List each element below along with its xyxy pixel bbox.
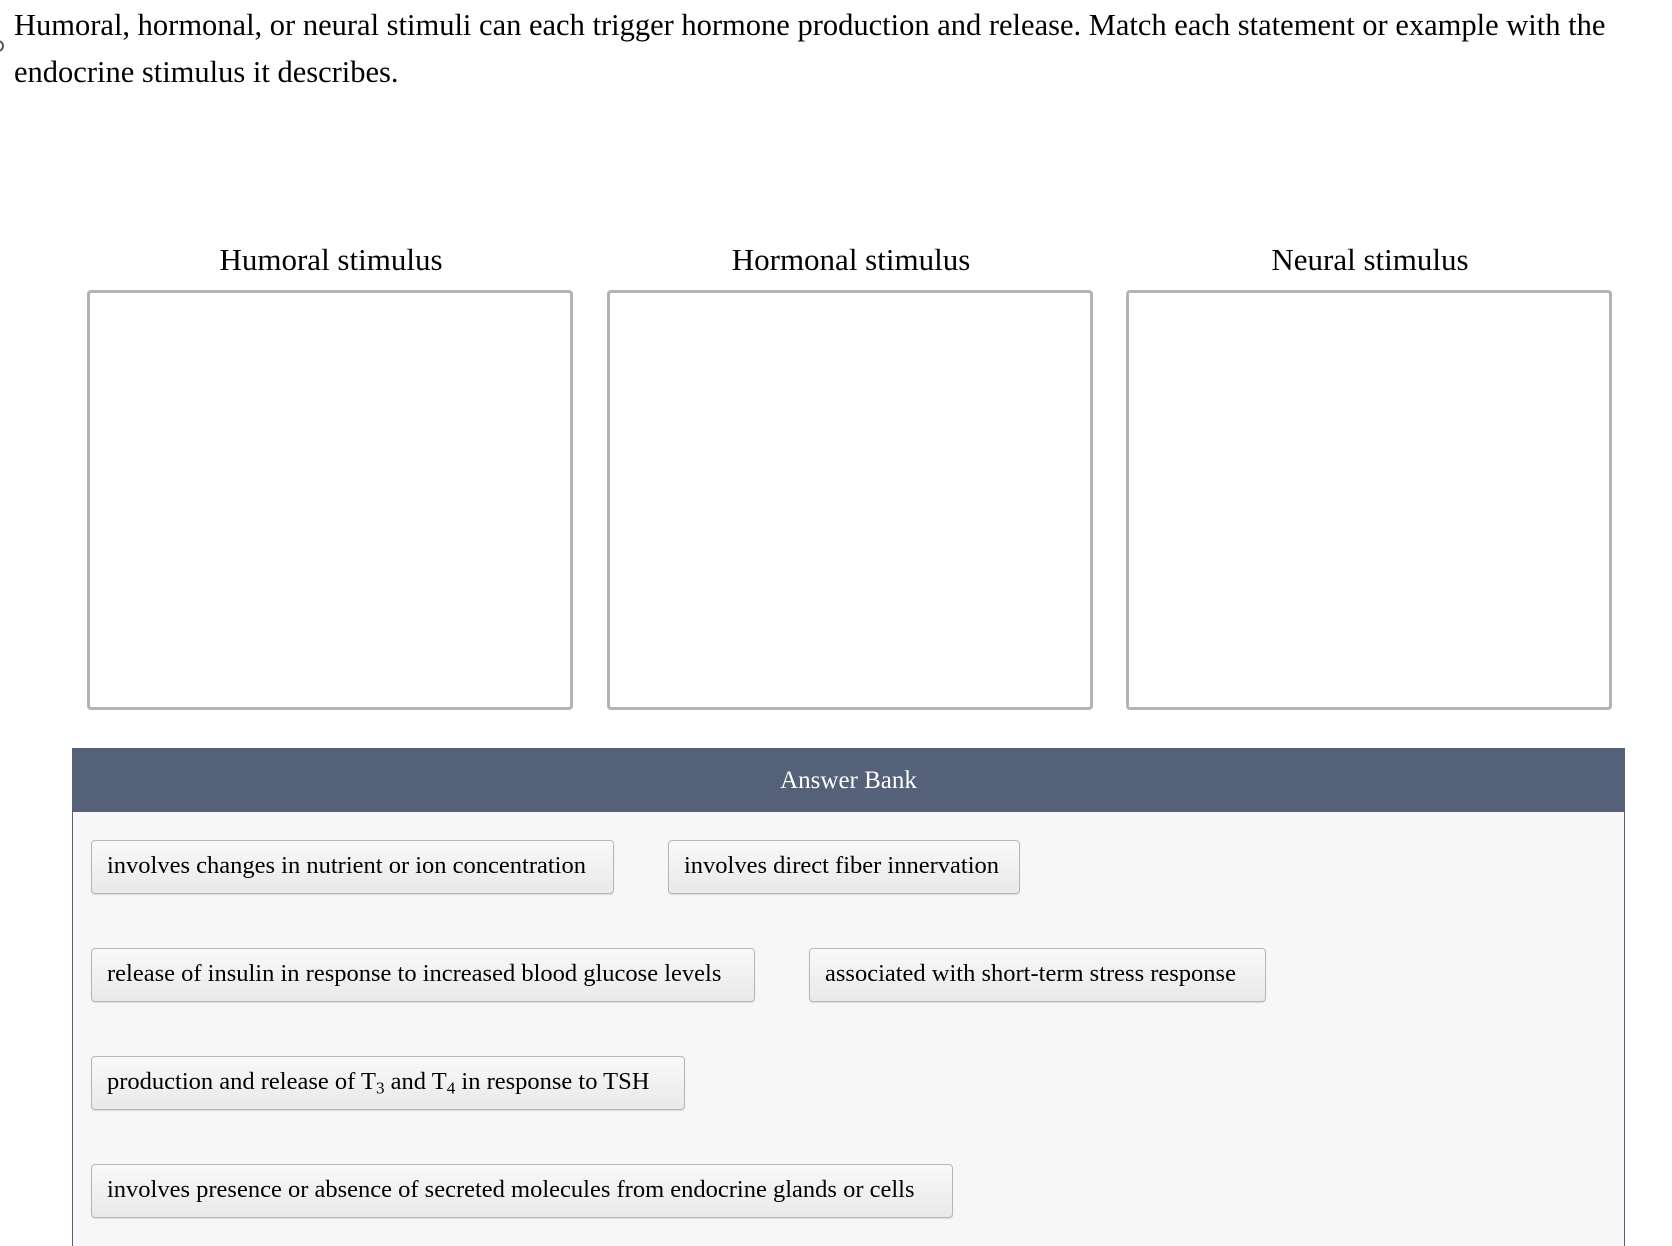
bin-humoral-dropzone[interactable] (87, 290, 573, 710)
chip-text-part: and T (384, 1068, 447, 1095)
answer-chip-stress-response[interactable]: associated with short-term stress response (809, 948, 1266, 1002)
chip-subscript: 3 (375, 1078, 385, 1098)
bin-neural-dropzone[interactable] (1126, 290, 1612, 710)
answer-chip-nutrient-ion[interactable]: involves changes in nutrient or ion concentration (91, 840, 614, 894)
question-prompt: Humoral, hormonal, or neural stimuli can each trigger hormone production and release. Match each statement or example with the endocrine stimulus it describes. (14, 8, 1606, 89)
chip-text-part: in response to TSH (455, 1068, 650, 1095)
bin-hormonal-dropzone[interactable] (607, 290, 1093, 710)
bin-label-humoral: Humoral stimulus (219, 242, 443, 277)
answer-chip-t3-t4-tsh[interactable] (91, 1056, 685, 1110)
answer-bank-title: Answer Bank (73, 749, 1624, 812)
chip-text-part: production and release of T (107, 1068, 376, 1095)
answer-chip-insulin-release[interactable]: release of insulin in response to increased blood glucose levels (91, 948, 755, 1002)
answer-chip-fiber-innervation[interactable]: involves direct fiber innervation (668, 840, 1020, 894)
bin-label-hormonal: Hormonal stimulus (731, 242, 971, 277)
answer-chip-secreted-molecules[interactable]: involves presence or absence of secreted molecules from endocrine glands or cells (91, 1164, 953, 1218)
bin-label-neural: Neural stimulus (1271, 242, 1469, 277)
radio-edge-icon (0, 40, 4, 52)
chip-subscript: 4 (446, 1078, 456, 1098)
